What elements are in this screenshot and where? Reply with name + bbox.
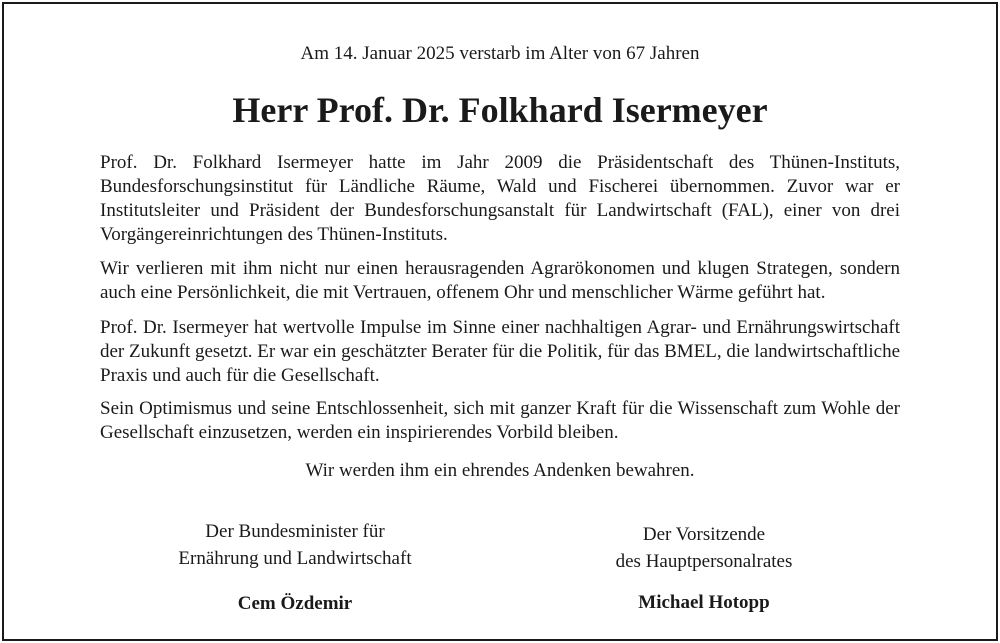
signatory-title-line-1: Der Bundesminister für [205, 521, 385, 542]
paragraph-1 [100, 151, 900, 247]
intro-line: Am 14. Januar 2025 verstarb im Alter von 67 Jahren [300, 43, 700, 64]
paragraph-text: Prof. Dr. Isermeyer hat wertvolle Impulse im Sinne einer nachhaltigen Agrar- und Ernährungswirtschaft der Zukunft gesetzt. Er war ein geschätzter Berater für die Politik, für das BMEL, die landwirtschaftliche Praxis und auch für die Gesellschaft. [100, 317, 900, 386]
paragraph-4 [100, 397, 900, 445]
signatory-staff-council [554, 521, 854, 616]
deceased-name: Herr Prof. Dr. Folkhard Isermeyer [232, 90, 768, 130]
closing-line: Wir werden ihm ein ehrendes Andenken bewahren. [305, 460, 695, 481]
signatory-title-line-1: Der Vorsitzende [642, 524, 766, 545]
paragraph-3 [100, 316, 900, 388]
paragraph-text: Wir verlieren mit ihm nicht nur einen herausragenden Agrarökonomen und klugen Strategen, sondern auch eine Persönlichkeit, die mit Vertrauen, offenem Ohr und menschlicher Wärme geführt hat. [100, 258, 900, 303]
signatory-title-line-2: des Hauptpersonalrates [615, 551, 793, 572]
paragraph-text: Prof. Dr. Folkhard Isermeyer hatte im Jahr 2009 die Präsidentschaft des Thünen-Instituts, Bundesforschungsinstitut für Ländliche Räume, Wald und Fischerei übernommen. Zuvor war er Institutsleiter und Präsident der Bundesforschungsanstalt für Landwirtschaft (FAL), einer von drei Vorgängereinrichtungen des Thünen-Instituts. [100, 152, 900, 245]
signatory-name: Cem Özdemir [237, 593, 353, 614]
paragraph-2 [100, 257, 900, 305]
signatory-title-line-2: Ernährung und Landwirtschaft [178, 548, 412, 569]
signatory-name: Michael Hotopp [638, 592, 770, 613]
paragraph-text: Sein Optimismus und seine Entschlossenheit, sich mit ganzer Kraft für die Wissenschaft zum Wohle der Gesellschaft einzusetzen, werden ein inspirierendes Vorbild bleiben. [100, 398, 900, 443]
signatory-minister [145, 518, 445, 617]
